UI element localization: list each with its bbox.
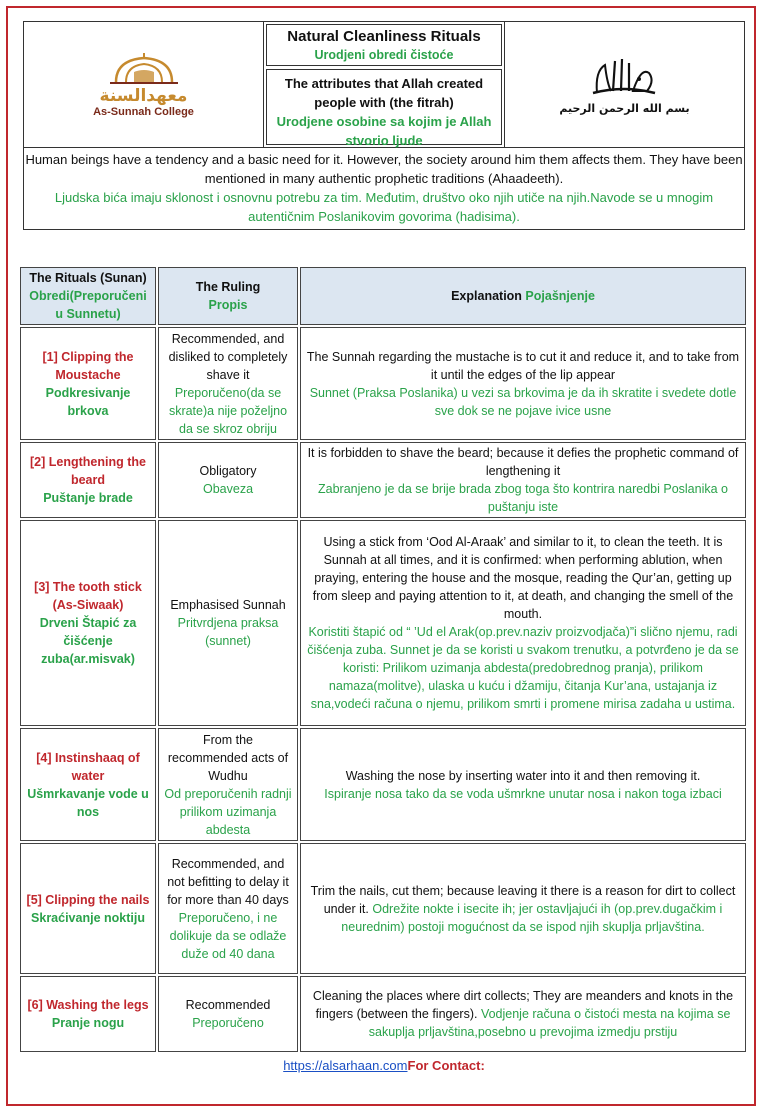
explanation-cell <box>300 520 746 726</box>
mosque-dome-icon <box>104 52 184 86</box>
rite-bs: Pranje nogu <box>51 1016 125 1030</box>
intro-paragraph <box>23 148 745 230</box>
logo-english-text: As-Sunnah College <box>93 105 194 118</box>
footer <box>0 1058 768 1073</box>
explanation-cell <box>300 843 746 974</box>
header-ruling-en: The Ruling <box>195 280 261 294</box>
page-subtitle: The attributes that Allah created people with (the fitrah) <box>284 76 484 110</box>
rite-en: [4] Instinshaaq of water <box>36 750 140 783</box>
explanation-bs: Koristiti štapić od “ ’Ud el Arak(op.prev.naziv proizvodjača)”i slično njemu, radi čišćenja zuba. Sunnet je da se koristi u svakom trenutku, a potvrđeno je da se koristi: Prilikom uzimanja abdesta(predobrednog pranja), prilikom namaza(molitve), ulaska u kuću i džamiju, čitanja Kur’ana, ustajanja iz sna,vodeći računa o njemu, prilikom smrti i promene mirisa zadaha u ustima. <box>307 625 739 711</box>
ruling-en: Emphasised Sunnah <box>170 598 286 612</box>
ruling-en: From the recommended acts of Wudhu <box>167 732 289 783</box>
rite-en: [1] Clipping the Moustache <box>42 349 134 382</box>
explanation-en: Using a stick from ‘Ood Al-Araak’ and similar to it, to clean the teeth. It is Sunnah at all times, and it is confirmed: when performing ablution, when praying, entering the house and the mosque, reading the Qur’an, getting up from sleep and paying attention to it, at death, and changing the smell of the mouth. <box>312 535 734 621</box>
header-block <box>23 21 745 148</box>
contact-label: For Contact: <box>407 1058 485 1073</box>
ruling-bs: Od preporučenih radnji prilikom uzimanja abdesta <box>164 786 292 837</box>
ruling-bs: Preporučeno <box>192 1016 264 1030</box>
ruling-bs: Preporučeno(da se skrate)a nije poželjno da se skroz obriju <box>168 385 288 436</box>
logo-arabic-text: معهدالسنة <box>99 85 188 106</box>
ruling-bs: Preporučeno, i ne dolikuje da se odlaže duže od 40 dana <box>169 910 287 961</box>
calligraphy-text: بسم الله الرحمن الرحيم <box>559 101 690 115</box>
page-subtitle-bs: Urodjene osobine sa kojim je Allah stvorio ljude <box>276 114 492 148</box>
explanation-bs: Zabranjeno je da se brije brada zbog toga što kontrira naredbi Poslanika o puštanju iste <box>318 482 728 514</box>
ruling-en: Recommended, and disliked to completely shave it <box>168 331 288 382</box>
header-ruling-bs: Propis <box>208 298 248 312</box>
explanation-en: The Sunnah regarding the mustache is to cut it and reduce it, and to take from it until the edges of the lip appear <box>306 349 740 382</box>
explanation-cell <box>300 976 746 1052</box>
ruling-en: Recommended <box>185 998 271 1012</box>
table-header-row <box>20 267 746 325</box>
title-cell <box>266 24 502 66</box>
rite-cell <box>20 442 156 518</box>
page-title: Natural Cleanliness Rituals <box>287 28 481 45</box>
ruling-cell <box>158 442 298 518</box>
ruling-cell <box>158 976 298 1052</box>
rite-cell <box>20 976 156 1052</box>
rite-en: [3] The tooth stick (As-Siwaak) <box>34 580 142 612</box>
rite-en: [5] Clipping the nails <box>26 892 150 907</box>
ruling-cell <box>158 327 298 440</box>
explanation-en: Trim the nails, cut them; because leaving it there is a reason for dirt to collect under it. <box>310 883 736 916</box>
explanation-bs: Vodjenje računa o čistoći mesta na kojima se sakuplja prljavština,posebno u prevojima izmedju prstiju <box>368 1007 731 1039</box>
rite-cell <box>20 520 156 726</box>
ruling-cell <box>158 843 298 974</box>
rite-bs: Podkresivanje brkova <box>45 385 131 418</box>
rite-cell <box>20 327 156 440</box>
header-explanation <box>300 267 746 325</box>
table-row <box>20 520 746 726</box>
ruling-en: Recommended, and not befitting to delay it for more than 40 days <box>167 856 289 907</box>
rituals-table <box>18 265 748 1054</box>
table-row <box>20 442 746 518</box>
table-row <box>20 843 746 974</box>
header-rituals-bs: Obredi(Preporučeni u Sunnetu) <box>29 289 147 321</box>
header-explanation-bs: Pojašnjenje <box>525 289 595 303</box>
intro-bs: Ljudska bića imaju sklonost i osnovnu potrebu za tim. Međutim, društvo oko njih utiče na njih.Navode se u mnogim autentičnim Poslanikovim govorima (hadisima). <box>54 190 714 224</box>
explanation-en: Washing the nose by inserting water into it and then removing it. <box>345 768 701 783</box>
rite-bs: Drveni Štapić za čišćenje zuba(ar.misvak) <box>39 616 137 666</box>
explanation-en: It is forbidden to shave the beard; because it defies the prophetic command of lengthening it <box>307 446 739 478</box>
title-box <box>264 22 504 147</box>
subtitle-cell <box>266 69 502 148</box>
rite-cell <box>20 728 156 841</box>
calligraphy-icon <box>589 55 659 97</box>
explanation-cell <box>300 327 746 440</box>
ruling-en: Obligatory <box>199 464 257 478</box>
intro-en: Human beings have a tendency and a basic need for it. However, the society around him them affects them. They have been mentioned in many authentic prophetic traditions (Ahaadeeth). <box>25 152 743 186</box>
explanation-cell <box>300 728 746 841</box>
explanation-cell <box>300 442 746 518</box>
header-rituals <box>20 267 156 325</box>
ruling-cell <box>158 728 298 841</box>
table-row <box>20 976 746 1052</box>
explanation-en: Cleaning the places where dirt collects; They are meanders and knots in the fingers (between the fingers). <box>312 989 734 1021</box>
website-link[interactable]: https://alsarhaan.com <box>283 1058 408 1073</box>
table-row <box>20 728 746 841</box>
explanation-bs: Odrežite nokte i isecite ih; jer ostavljajući ih (op.prev.dugačkim i neurednim) postoji mogućnost da se ispod njih skuplja prljavština. <box>341 901 723 934</box>
explanation-bs: Ispiranje nosa tako da se voda ušmrkne unutar nosa i nakon toga izbaci <box>324 786 722 801</box>
page-title-bs: Urodjeni obredi čistoće <box>314 48 454 62</box>
rite-en: [6] Washing the legs <box>27 998 149 1012</box>
college-logo <box>24 22 264 147</box>
header-ruling <box>158 267 298 325</box>
rite-bs: Skraćivanje noktiju <box>31 910 145 925</box>
rite-bs: Puštanje brade <box>43 491 133 505</box>
rite-en: [2] Lengthening the beard <box>30 455 146 487</box>
ruling-cell <box>158 520 298 726</box>
table-row <box>20 327 746 440</box>
ruling-bs: Obaveza <box>202 482 254 496</box>
ruling-bs: Pritvrdjena praksa (sunnet) <box>177 616 279 648</box>
basmala-calligraphy <box>504 22 744 147</box>
header-rituals-en: The Rituals (Sunan) <box>29 271 147 285</box>
rite-cell <box>20 843 156 974</box>
rite-bs: Ušmrkavanje vode u nos <box>27 786 149 819</box>
explanation-bs: Sunnet (Praksa Poslanika) u vezi sa brkovima je da ih skratite i svedete dotle sve dok se ne pojave ivice usne <box>309 385 737 418</box>
header-explanation-en: Explanation <box>451 289 522 303</box>
